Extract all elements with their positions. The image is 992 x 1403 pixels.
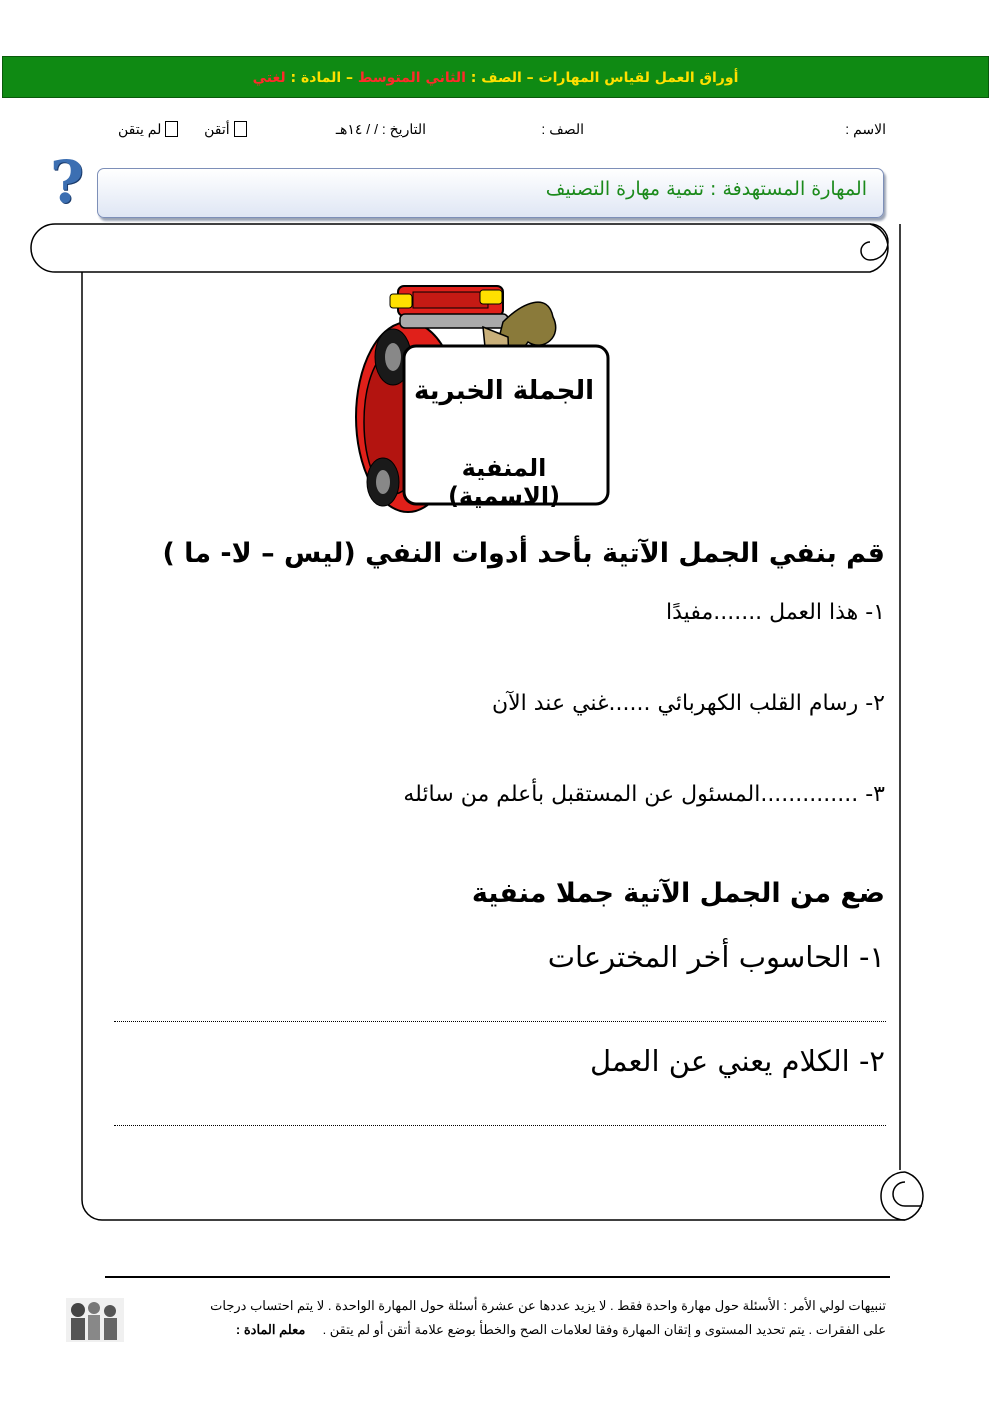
answer-line-1[interactable]	[114, 1021, 886, 1022]
footer-line2	[236, 1322, 886, 1338]
section2-heading: ضع من الجمل الآتية جملا منفية	[471, 878, 885, 909]
banner-grade: الثاني المتوسط	[357, 70, 466, 86]
section1-heading: قم بنفي الجمل الآتية بأحد أدوات النفي (ليس – لا- ما )	[162, 538, 885, 569]
question-mark-icon: ?	[50, 148, 84, 216]
banner-subject: لغتي	[252, 70, 286, 86]
section1-item-2: ٢- رسام القلب الكهربائي ......غني عند الآن	[491, 691, 885, 716]
section2-item-1: ١- الحاسوب أخر المخترعات	[547, 940, 885, 974]
footer-divider	[105, 1276, 890, 1278]
date-label: التاريخ : / / ١٤هـ	[335, 121, 426, 137]
name-label: الاسم :	[845, 121, 886, 137]
title-card-line1: الجملة الخبرية	[413, 376, 594, 406]
mastered-label: أتقن	[204, 121, 230, 137]
section1-item-3: ٣- ..............المسئول عن المستقبل بأعلم من سائله	[403, 782, 885, 807]
footer-line2-text: على الفقرات . يتم تحديد المستوى و إتقان المهارة وفقا لعلامات الصح والخطأ بوضع علامة أتقن أو لم يتقن .	[322, 1322, 886, 1337]
title-card-line2: المنفية (الاسمية)	[447, 454, 561, 510]
footer-line1: تنبيهات لولي الأمر : الأسئلة حول مهارة واحدة فقط . لا يزيد عددها عن عشرة أسئلة حول المهارة الواحدة . لا يتم احتساب درجات	[210, 1298, 886, 1313]
people-logo-icon	[66, 1298, 124, 1342]
banner-part1: أوراق العمل لقياس المهارات – الصف :	[465, 70, 739, 86]
not-mastered-label: لم يتقن	[118, 121, 162, 137]
section2-item-2: ٢- الكلام يعني عن العمل	[589, 1044, 885, 1078]
banner-part2: – المادة :	[285, 70, 358, 86]
answer-line-2[interactable]	[114, 1125, 886, 1126]
section1-item-1: ١- هذا العمل .......مفيدًا	[666, 600, 885, 625]
grade-label: الصف :	[541, 121, 584, 137]
skill-text: المهارة المستهدفة : تنمية مهارة التصنيف	[545, 178, 867, 200]
teacher-label: معلم المادة :	[235, 1322, 306, 1337]
